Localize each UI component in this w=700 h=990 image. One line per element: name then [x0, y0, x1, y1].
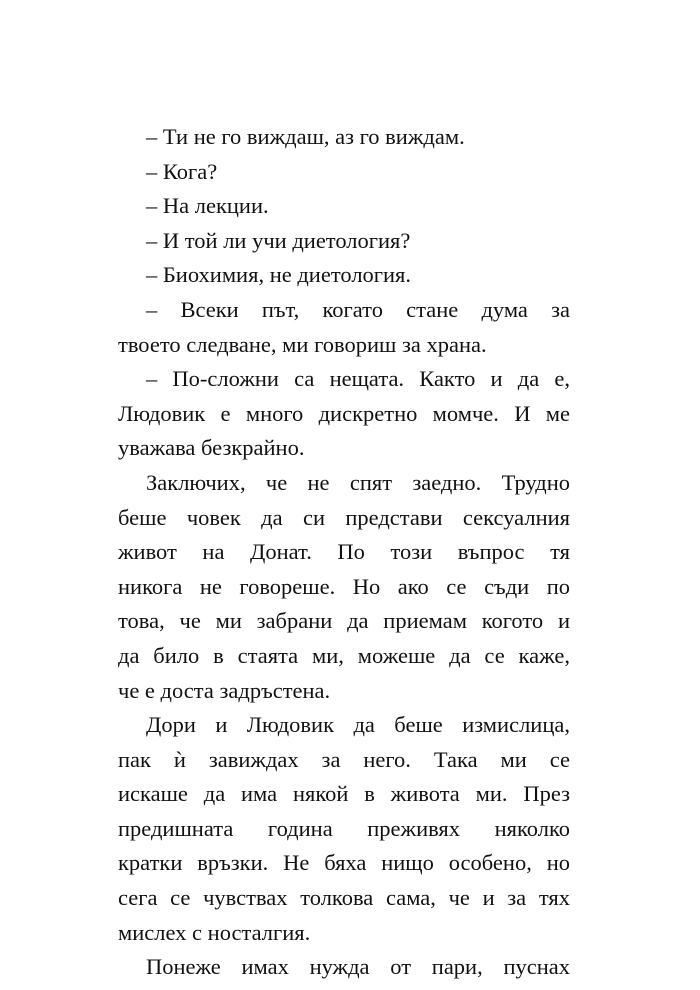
text-line: Понеже имах нужда от пари, пуснах — [146, 954, 570, 980]
narrative-paragraph-3 — [118, 950, 570, 985]
text-line: никога не говореше. Но ако се съди по — [118, 573, 570, 599]
text-line: предишната година преживях няколко — [118, 815, 570, 841]
dialogue-paragraph-6 — [118, 293, 570, 362]
narrative-paragraph-1 — [118, 466, 570, 708]
narrative-paragraph-2 — [118, 708, 570, 950]
text-line: уважава безкрайно. — [118, 435, 305, 461]
text-line: мислех с носталгия. — [118, 919, 311, 945]
text-line: – Ти не го виждаш, аз го виждам. — [146, 124, 465, 149]
text-line: да било в стаята ми, можеше да се каже, — [118, 642, 570, 668]
dialogue-paragraph-3 — [118, 189, 570, 224]
text-line: – Кога? — [146, 158, 218, 184]
page-text — [118, 120, 570, 985]
text-line: Дори и Людовик да беше измислица, — [146, 712, 570, 738]
text-line: беше човек да си представи сексуалния — [118, 504, 570, 530]
text-line: сега се чувствах толкова сама, че и за тях — [118, 885, 570, 911]
text-line: това, че ми забрани да приемам когото и — [118, 608, 570, 634]
text-line: кратки връзки. Не бяха нищо особено, но — [118, 850, 570, 876]
text-line: – На лекции. — [146, 193, 269, 219]
dialogue-paragraph-5 — [118, 258, 570, 293]
text-line: – Всеки път, когато стане дума за — [146, 296, 570, 322]
dialogue-paragraph-4 — [118, 224, 570, 259]
text-line: че е доста задръстена. — [118, 677, 331, 703]
text-line: твоето следване, ми говориш за храна. — [118, 331, 487, 357]
text-line: – И той ли учи диетология? — [146, 227, 411, 253]
dialogue-paragraph-7 — [118, 362, 570, 466]
text-line: – Биохимия, не диетология. — [146, 262, 412, 288]
text-line: живот на Донат. По този въпрос тя — [118, 539, 570, 565]
text-line: Заключих, че не спят заедно. Трудно — [146, 469, 570, 495]
dialogue-paragraph-1 — [118, 120, 570, 155]
text-line: искаше да има някой в живота ми. През — [118, 781, 570, 807]
text-line: пак ѝ завиждах за него. Така ми се — [118, 746, 570, 772]
text-line: Людовик е много дискретно момче. И ме — [118, 400, 570, 426]
text-line: – По-сложни са нещата. Както и да е, — [146, 366, 570, 392]
dialogue-paragraph-2 — [118, 155, 570, 190]
